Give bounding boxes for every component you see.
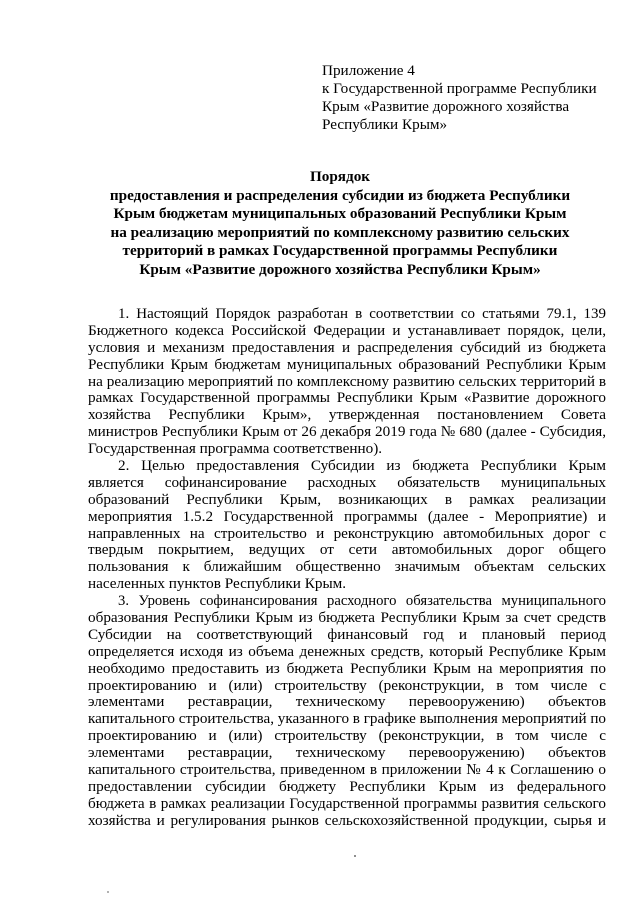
paragraph-line: условия и механизм предоставления и распределения субсидий из бюджета bbox=[88, 338, 606, 356]
appendix-line: Крым «Развитие дорожного хозяйства bbox=[322, 98, 570, 115]
appendix-line: к Государственной программе Республики bbox=[322, 80, 597, 97]
paragraph-line: на реализацию мероприятий по комплексному развитию сельских территорий в bbox=[88, 372, 606, 390]
document-title bbox=[60, 168, 620, 280]
document-body bbox=[88, 306, 606, 830]
paragraph-line: элементами реставрации, техническому перевооружению) объектов bbox=[88, 693, 606, 711]
paragraph-line: твердым покрытием, ведущих от сети автомобильных дорог общего bbox=[88, 541, 606, 559]
paragraph-line: Субсидии на соответствующий финансовый год и плановый период bbox=[88, 625, 606, 643]
title-line: Крым «Развитие дорожного хозяйства Республики Крым» bbox=[139, 260, 541, 278]
paragraph-line: 2. Целью предоставления Субсидии из бюджета Республики Крым bbox=[118, 457, 606, 475]
paragraph-line: капитального строительства, приведенном в приложении № 4 к Соглашению о bbox=[88, 761, 606, 779]
paragraph-line: населенных пунктов Республики Крым. bbox=[88, 575, 347, 593]
paragraph-line: пользования к ближайшим общественно значимым объектам сельских bbox=[88, 558, 606, 576]
paragraph-line: хозяйства Республики Крым», утвержденная постановлением Совета bbox=[88, 406, 606, 424]
paragraph-line: Республики Крым бюджетам муниципальных образований Республики Крым bbox=[88, 355, 606, 373]
paragraph-line: предоставлении субсидии бюджету Республики Крым из федерального bbox=[88, 777, 606, 795]
paragraph-line: хозяйства и регулирования рынков сельскохозяйственной продукции, сырья и bbox=[88, 811, 606, 829]
paragraph-line: необходимо предоставить из бюджета Республики Крым на мероприятия по bbox=[88, 659, 606, 677]
paragraph-line: Государственная программа соответственно). bbox=[88, 440, 383, 458]
paragraph-3 bbox=[88, 593, 606, 829]
paragraph-line: министров Республики Крым от 26 декабря 2019 года № 680 (далее - Субсидия, bbox=[88, 423, 606, 441]
title-line: Порядок bbox=[309, 168, 371, 185]
appendix-line: Приложение 4 bbox=[322, 62, 415, 79]
appendix-line: Республики Крым» bbox=[322, 116, 448, 133]
paragraph-line: капитального строительства, указанного в графике выполнения мероприятий по bbox=[88, 711, 606, 728]
paragraph-line: элементами реставрации, техническому перевооружению) объектов bbox=[88, 744, 606, 762]
scan-speck bbox=[107, 891, 109, 893]
paragraph-line: Бюджетного кодекса Российской Федерации и устанавливает порядок, цели, bbox=[88, 321, 606, 339]
paragraph-line: образований Республики Крым, возникающих в рамках реализации bbox=[88, 490, 606, 508]
paragraph-line: 1. Настоящий Порядок разработан в соответствии со статьями 79.1, 139 bbox=[118, 306, 606, 322]
paragraph-line: образования Республики Крым из бюджета Республики Крым за счет средств bbox=[88, 609, 606, 627]
paragraph-2 bbox=[88, 458, 606, 593]
paragraph-line: бюджета в рамках реализации Государственной программы развития сельского bbox=[88, 794, 606, 812]
scan-speck bbox=[354, 855, 356, 857]
title-line: предоставления и распределения субсидии из бюджета Республики bbox=[109, 186, 571, 204]
paragraph-line: определяется исходя из объема денежных средств, который Республике Крым bbox=[88, 642, 606, 660]
paragraph-1 bbox=[88, 306, 606, 458]
title-line: на реализацию мероприятий по комплексному развитию сельских bbox=[110, 223, 570, 241]
title-line: территорий в рамках Государственной программы Республики bbox=[122, 242, 558, 260]
paragraph-line: 3. Уровень софинансирования расходного обязательства муниципального bbox=[118, 593, 606, 610]
title-line: Крым бюджетам муниципальных образований Республики Крым bbox=[113, 205, 567, 223]
appendix-header bbox=[322, 62, 622, 134]
paragraph-line: является софинансирование расходных обязательств муниципальных bbox=[88, 473, 606, 491]
paragraph-line: мероприятия 1.5.2 Государственной программы (далее - Мероприятие) и bbox=[88, 507, 606, 525]
paragraph-line: рамках Государственной программы Республики Крым «Развитие дорожного bbox=[88, 389, 606, 407]
paragraph-line: проектированию и (или) строительству (реконструкции, в том числе с bbox=[88, 727, 606, 745]
paragraph-line: направленных на строительство и реконструкцию автомобильных дорог с bbox=[88, 524, 606, 542]
paragraph-line: проектированию и (или) строительству (реконструкции, в том числе с bbox=[88, 676, 606, 694]
